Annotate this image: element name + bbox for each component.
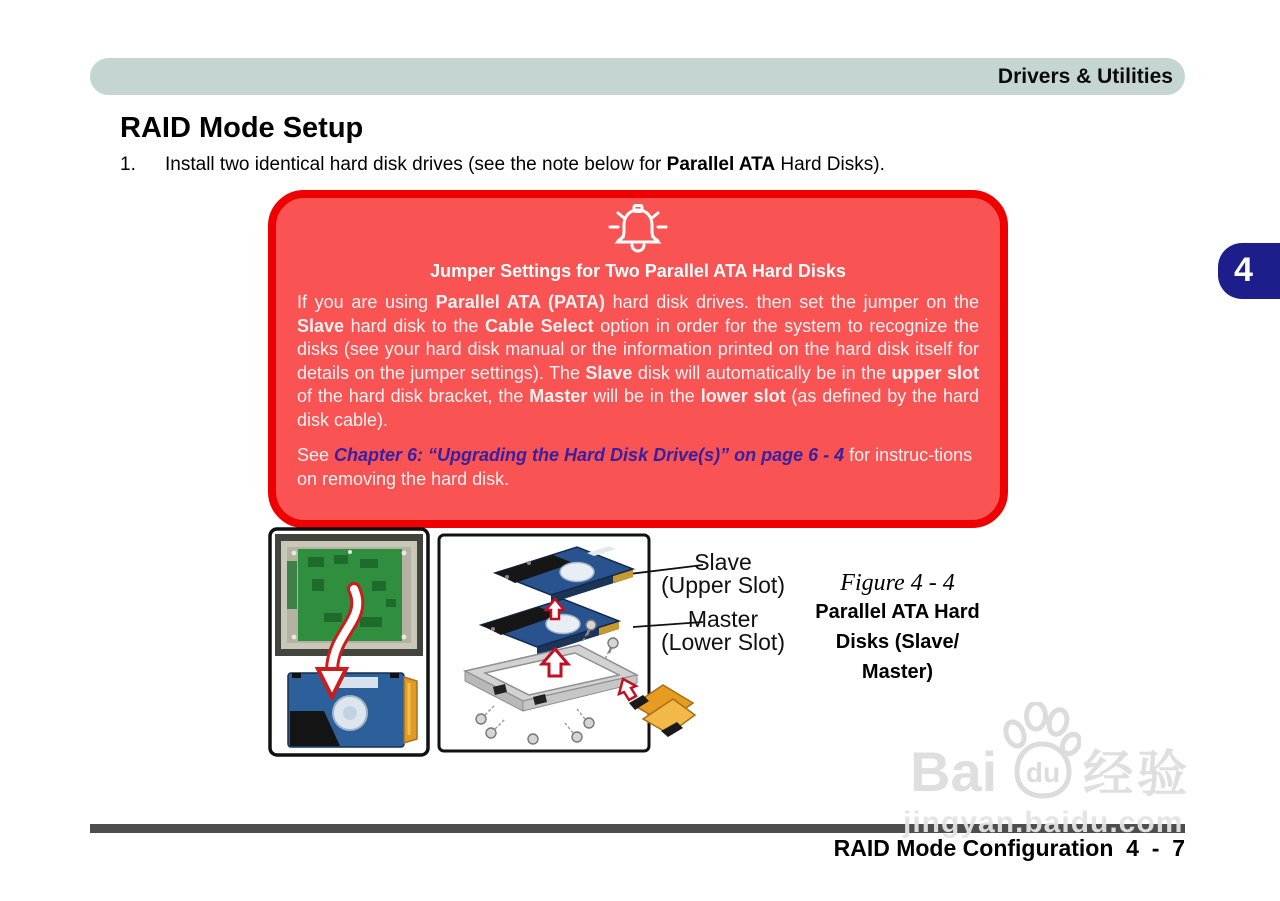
figure-caption-line1: Parallel ATA Hard	[815, 601, 980, 623]
note-paragraph-1: If you are using Parallel ATA (PATA) hard disk drives. then set the jumper on the Slave hard disk to the Cable Select option in order for the system to recognize the disks (see your hard disk manual or the information printed on the hard disk itself for details on the jumper settings). The Slave disk will automatically be in the upper slot of the hard disk bracket, the Master will be in the lower slot (as defined by the hard disk cable).	[297, 292, 979, 430]
label-master-line1: Master	[687, 606, 759, 632]
cross-reference-link[interactable]: Chapter 6: “Upgrading the Hard Disk Drive(s)” on page 6 - 4	[334, 445, 845, 465]
step-number: 1.	[120, 154, 136, 175]
note-paragraph-2	[297, 444, 979, 491]
footer-page-label: RAID Mode Configuration 4 - 7	[833, 835, 1185, 861]
header-bar	[90, 58, 1185, 95]
note-box	[268, 190, 1008, 528]
figure-caption-line2: Disks (Slave/	[835, 631, 960, 653]
chapter-tab	[1218, 243, 1280, 299]
note-title: Jumper Settings for Two Parallel ATA Hard Disks	[430, 261, 846, 281]
label-slave-upper-slot	[648, 551, 798, 596]
bell-alert-icon	[606, 204, 670, 254]
photo-hdd-installation	[268, 527, 430, 757]
note-paragraph-2-text: See Chapter 6: “Upgrading the Hard Disk Drive(s)” on page 6 - 4 for instruc-tions on removing the hard disk.	[297, 445, 973, 489]
watermark-du-text: du	[1026, 757, 1061, 788]
label-master-line2: (Lower Slot)	[661, 628, 785, 655]
page-title: RAID Mode Setup	[120, 112, 364, 144]
header-title: Drivers & Utilities	[997, 65, 1173, 88]
label-slave-line2: (Upper Slot)	[661, 571, 785, 598]
figure-number: Figure 4 - 4	[840, 570, 955, 596]
label-slave-line1: Slave	[694, 549, 752, 575]
watermark-bai-text: Bai	[910, 740, 998, 803]
watermark-url: jingyan.baidu.com	[903, 806, 1184, 839]
baidu-watermark-logo	[910, 702, 1192, 803]
watermark-cn-text: 经验	[1083, 745, 1192, 802]
label-master-lower-slot	[648, 608, 798, 653]
figure-caption-line3: Master)	[861, 661, 934, 683]
figure-caption	[795, 569, 1000, 687]
chapter-number: 4	[1234, 251, 1253, 289]
paw-icon	[999, 702, 1081, 800]
step-item	[120, 153, 1020, 177]
step-text: Install two identical hard disk drives (see the note below for Parallel ATA Hard Disks).	[165, 154, 885, 175]
